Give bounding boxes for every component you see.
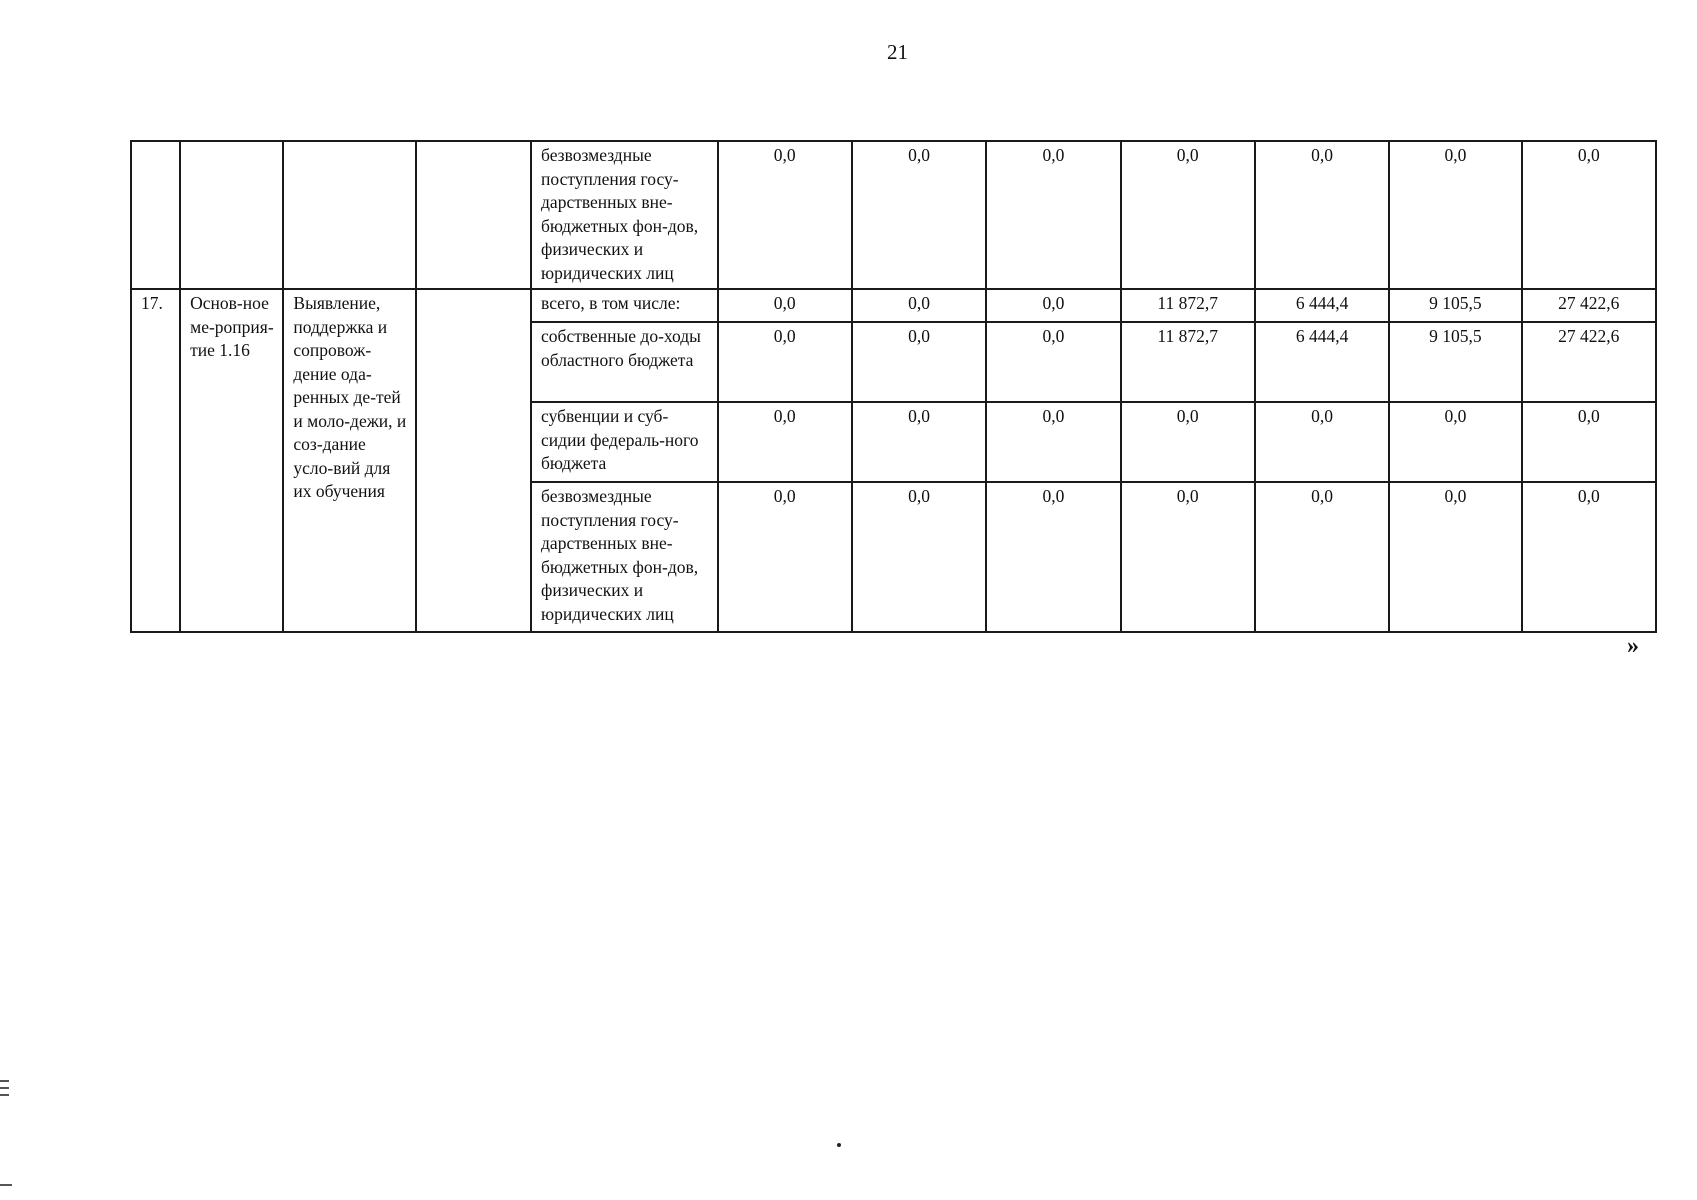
activity-number-cell: 17. — [131, 289, 180, 632]
closing-quote-mark: » — [1627, 633, 1639, 659]
value-cell: 11 872,7 — [1121, 289, 1255, 322]
value-cell: 0,0 — [986, 141, 1120, 289]
activity-type-cell: Основ-ное ме-роприя-тие 1.16 — [180, 289, 283, 632]
value-cell: 0,0 — [986, 482, 1120, 632]
value-cell: 9 105,5 — [1389, 322, 1521, 402]
empty-cell — [180, 141, 283, 289]
value-cell: 11 872,7 — [1121, 322, 1255, 402]
value-cell: 0,0 — [986, 289, 1120, 322]
funding-source-cell: собственные до-ходы областного бюджета — [531, 322, 717, 402]
funding-source-cell: безвозмездные поступления госу-дарственных вне-бюджетных фон-дов, физических и юридических лиц — [531, 482, 717, 632]
table-row — [131, 141, 1656, 289]
value-cell: 0,0 — [1389, 482, 1521, 632]
margin-tick — [0, 1094, 9, 1096]
table-row — [131, 289, 1656, 322]
funding-source-cell: всего, в том числе: — [531, 289, 717, 322]
budget-table — [130, 140, 1657, 633]
value-cell: 0,0 — [1121, 402, 1255, 482]
empty-cell — [416, 141, 531, 289]
value-cell: 0,0 — [852, 141, 986, 289]
value-cell: 0,0 — [1522, 141, 1656, 289]
value-cell: 27 422,6 — [1522, 289, 1656, 322]
empty-cell — [283, 141, 415, 289]
value-cell: 6 444,4 — [1255, 289, 1389, 322]
value-cell: 9 105,5 — [1389, 289, 1521, 322]
executor-cell — [416, 289, 531, 632]
value-cell: 0,0 — [1255, 141, 1389, 289]
value-cell: 0,0 — [718, 289, 852, 322]
value-cell: 0,0 — [718, 482, 852, 632]
value-cell: 6 444,4 — [1255, 322, 1389, 402]
funding-source-cell: субвенции и суб-сидии федераль-ного бюджета — [531, 402, 717, 482]
value-cell: 0,0 — [852, 289, 986, 322]
margin-tick — [0, 1080, 9, 1082]
value-cell: 0,0 — [986, 402, 1120, 482]
value-cell: 0,0 — [852, 322, 986, 402]
value-cell: 0,0 — [852, 482, 986, 632]
value-cell: 0,0 — [852, 402, 986, 482]
margin-tick — [0, 1087, 9, 1089]
value-cell: 0,0 — [1121, 482, 1255, 632]
value-cell: 0,0 — [1389, 402, 1521, 482]
value-cell: 0,0 — [1121, 141, 1255, 289]
value-cell: 0,0 — [718, 141, 852, 289]
funding-source-cell: безвозмездные поступления госу-дарственных вне-бюджетных фон-дов, физических и юридических лиц — [531, 141, 717, 289]
activity-name-cell: Выявление, поддержка и сопровож-дение ода-ренных де-тей и моло-дежи, и соз-дание усло-вий для их обучения — [283, 289, 415, 632]
value-cell: 0,0 — [718, 322, 852, 402]
value-cell: 0,0 — [1255, 402, 1389, 482]
page-number: 21 — [887, 40, 908, 64]
value-cell: 0,0 — [1255, 482, 1389, 632]
value-cell: 0,0 — [718, 402, 852, 482]
margin-tick — [0, 1184, 12, 1186]
empty-cell — [131, 141, 180, 289]
scan-dot — [837, 1143, 841, 1147]
value-cell: 0,0 — [1389, 141, 1521, 289]
value-cell: 0,0 — [1522, 482, 1656, 632]
value-cell: 0,0 — [1522, 402, 1656, 482]
value-cell: 27 422,6 — [1522, 322, 1656, 402]
value-cell: 0,0 — [986, 322, 1120, 402]
